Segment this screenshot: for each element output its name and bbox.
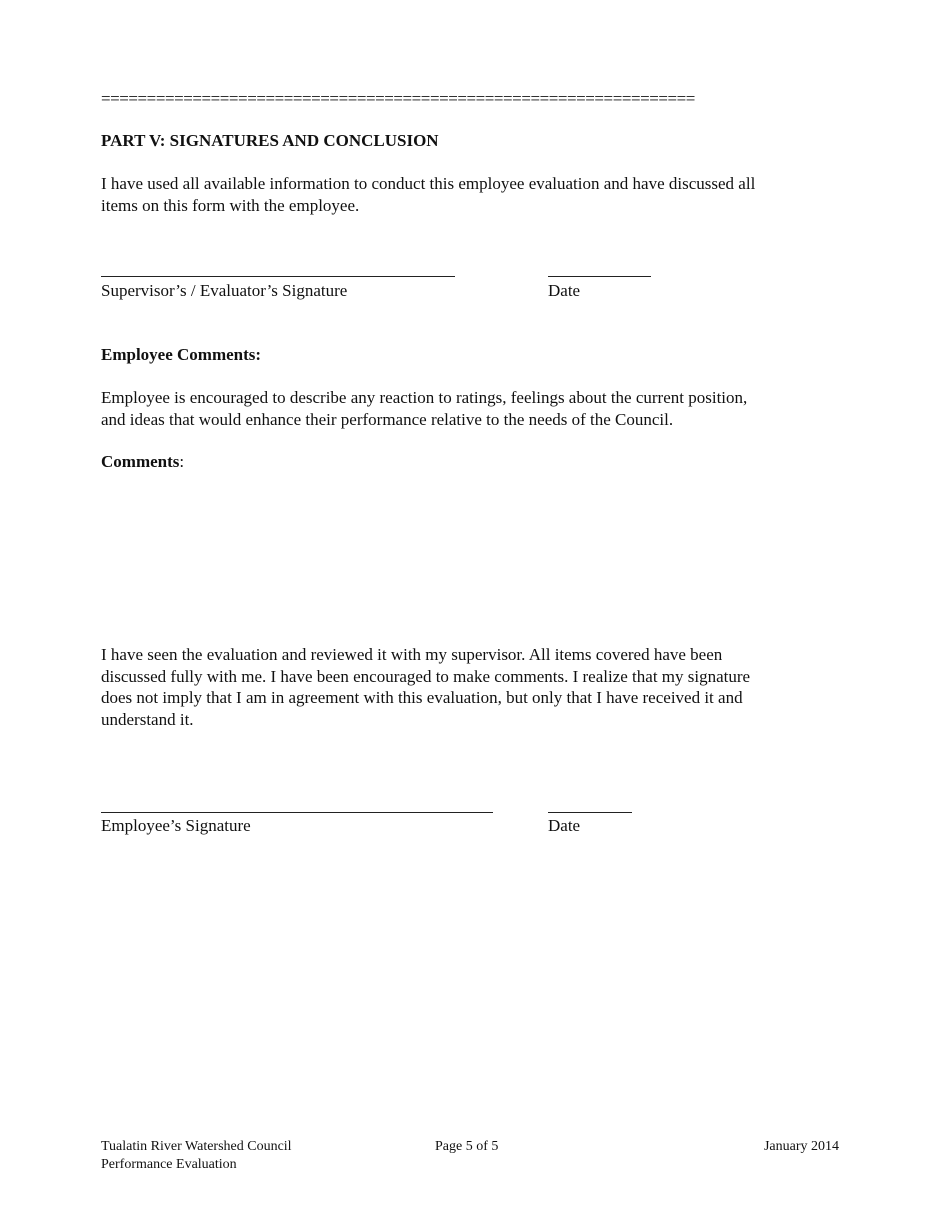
employee-comments-heading: Employee Comments:: [101, 345, 262, 364]
section-separator: =================================================================: [101, 89, 695, 108]
acknowledgement-line: does not imply that I am in agreement with this evaluation, but only that I have received it and: [101, 688, 743, 707]
employee-signature-line[interactable]: [101, 812, 493, 813]
evaluator-signature-line[interactable]: [101, 276, 455, 277]
instructions-line: and ideas that would enhance their performance relative to the needs of the Council.: [101, 409, 674, 429]
acknowledgement-statement: [101, 644, 831, 730]
employee-comments-instructions: [101, 387, 831, 430]
evaluator-statement-line: I have used all available information to conduct this employee evaluation and have discussed all: [101, 174, 756, 193]
acknowledgement-line: discussed fully with me. I have been encouraged to make comments. I realize that my signature: [101, 666, 751, 686]
evaluator-date-label: Date: [548, 281, 581, 300]
evaluator-statement-line: items on this form with the employee.: [101, 195, 360, 215]
comments-label-colon: :: [179, 452, 185, 471]
acknowledgement-line: I have seen the evaluation and reviewed it with my supervisor. All items covered have been: [101, 645, 723, 664]
evaluator-signature-label: Supervisor’s / Evaluator’s Signature: [101, 281, 348, 300]
footer-page-number: Page 5 of 5: [435, 1139, 499, 1154]
evaluator-statement: [101, 173, 831, 216]
comments-label: [101, 451, 184, 473]
acknowledgement-line: understand it.: [101, 709, 194, 729]
evaluator-date-line[interactable]: [548, 276, 651, 277]
employee-date-label: Date: [548, 816, 581, 835]
comments-label-text: Comments: [101, 452, 180, 471]
footer-date: January 2014: [763, 1139, 839, 1154]
footer-document-name: Performance Evaluation: [101, 1157, 237, 1172]
section-heading: PART V: SIGNATURES AND CONCLUSION: [101, 131, 439, 150]
comments-area[interactable]: [101, 478, 831, 628]
instructions-line: Employee is encouraged to describe any reaction to ratings, feelings about the current position,: [101, 388, 748, 407]
footer-organization: Tualatin River Watershed Council: [101, 1139, 292, 1154]
employee-signature-label: Employee’s Signature: [101, 816, 251, 835]
employee-date-line[interactable]: [548, 812, 632, 813]
